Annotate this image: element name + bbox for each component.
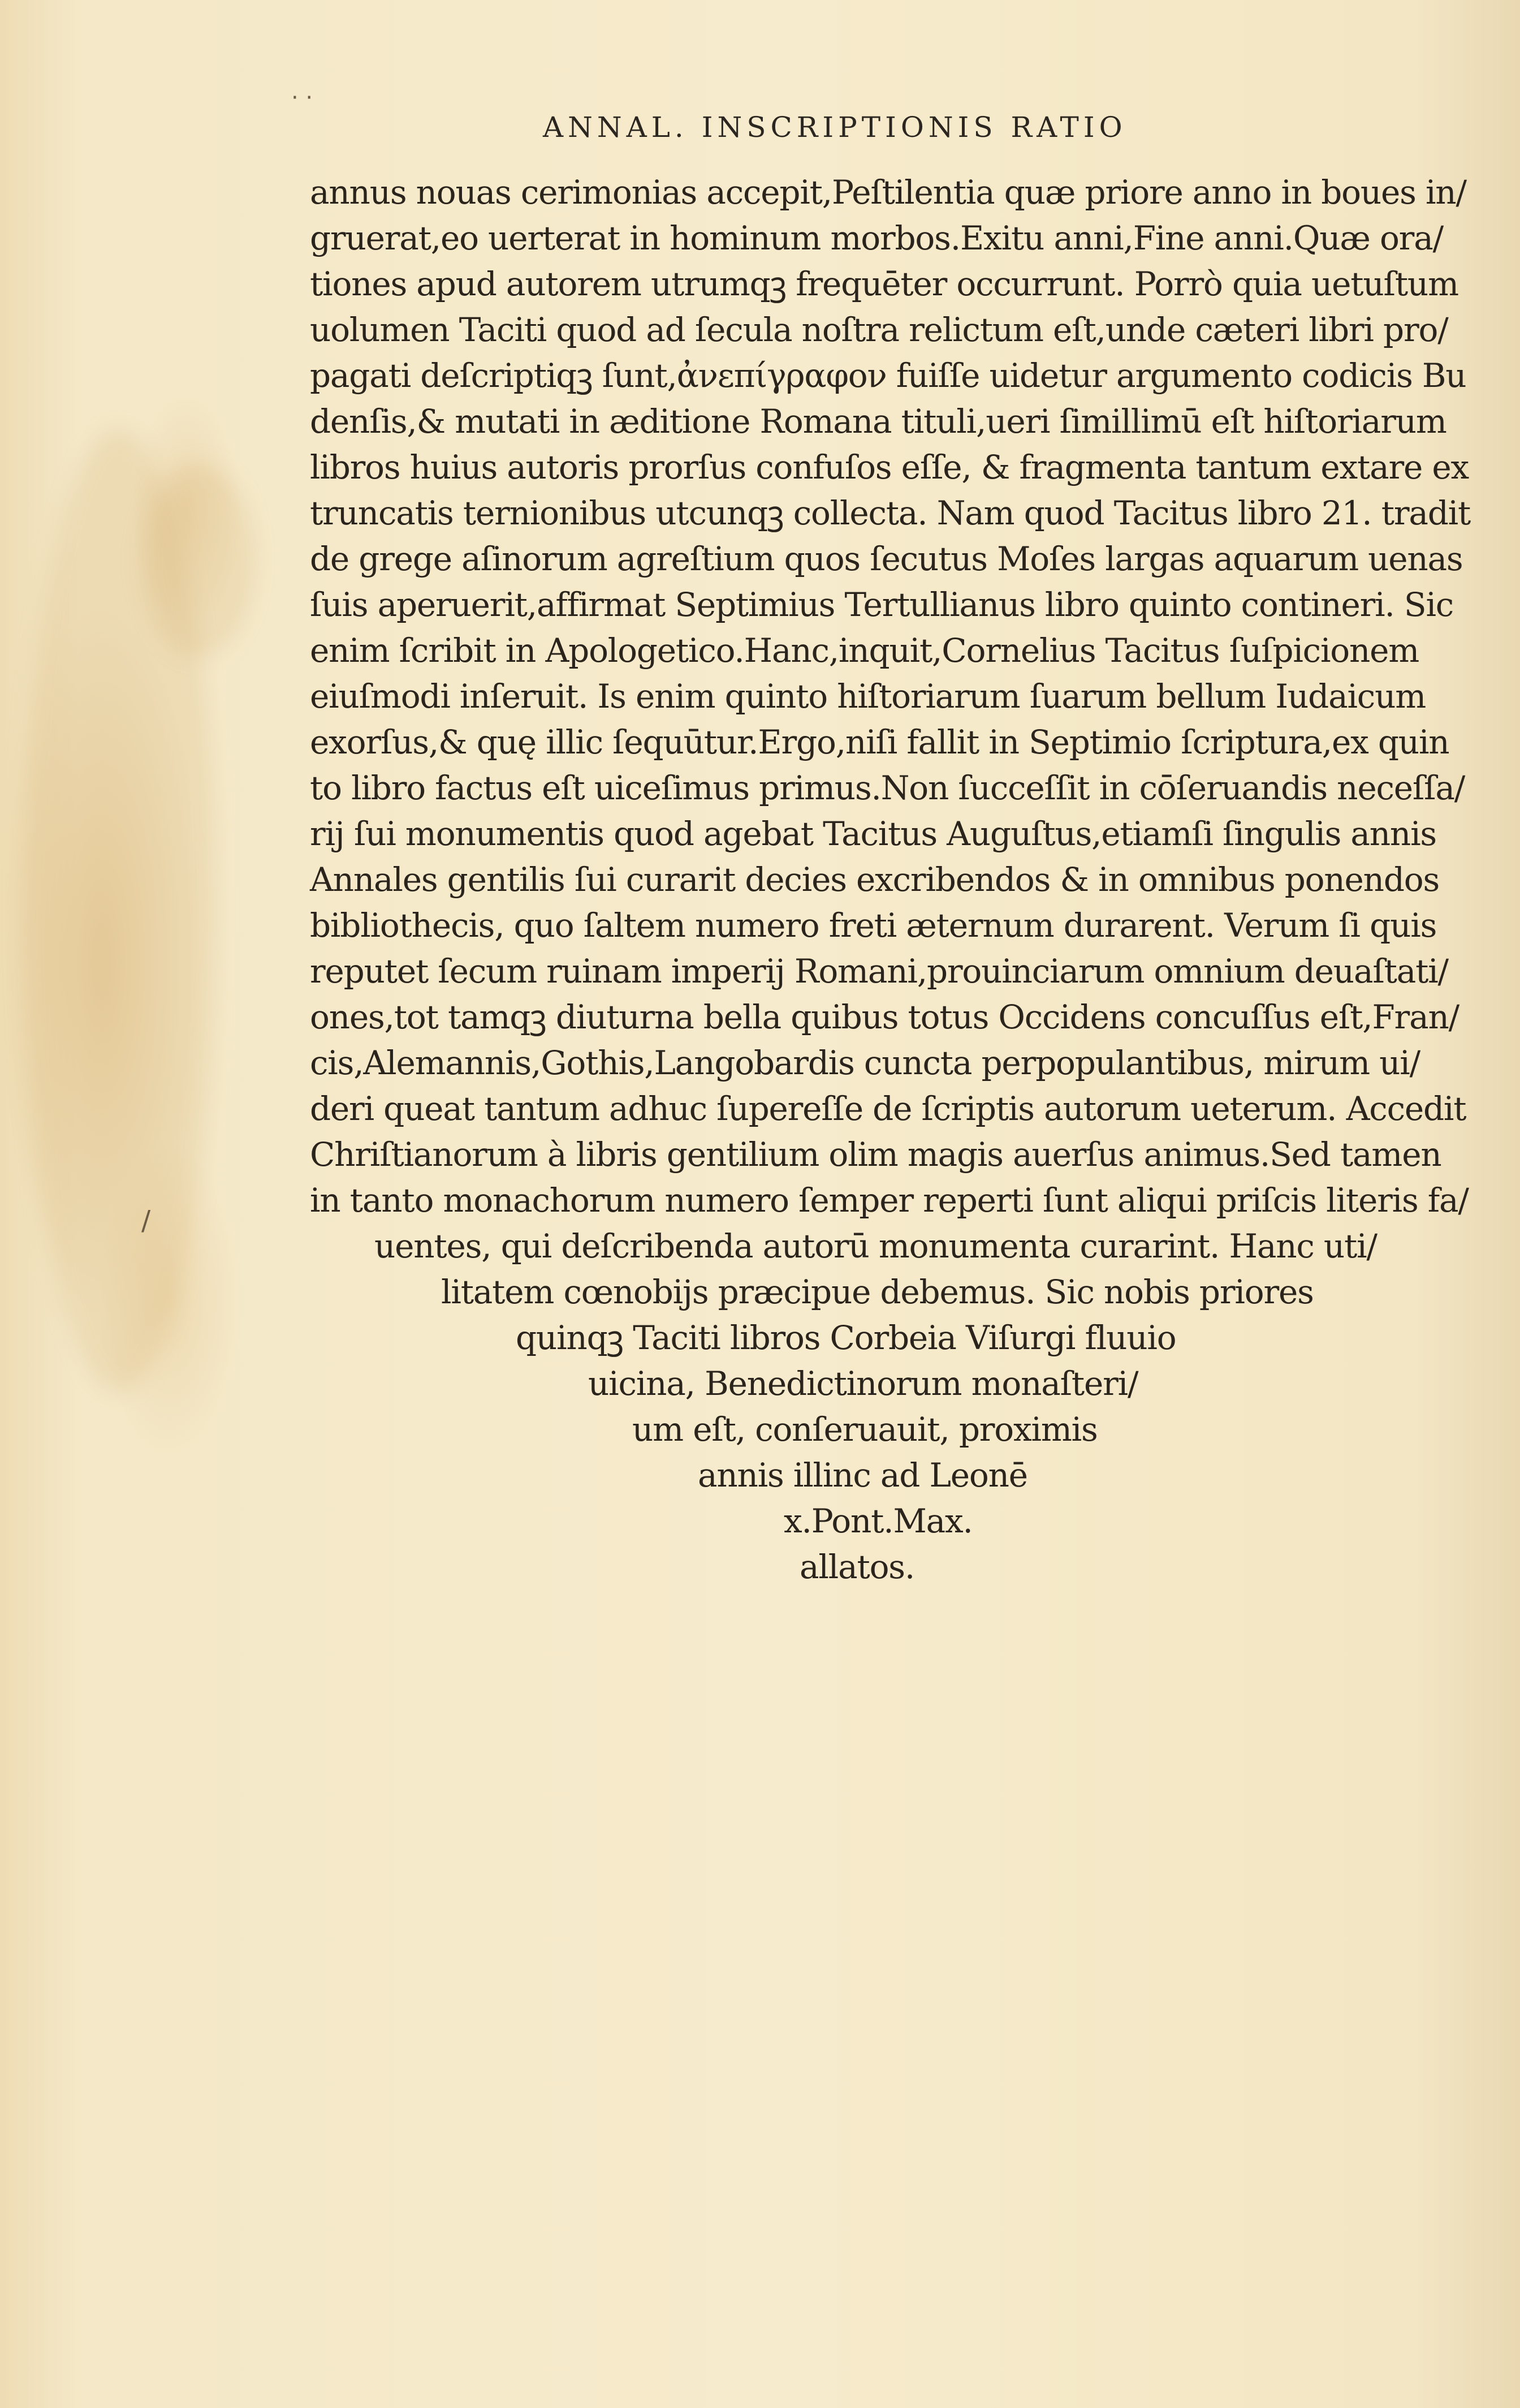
- text-line: enim ſcribit in Apologetico.Hanc,inquit,Cornelius Tacitus ſuſpicionem: [310, 631, 1419, 670]
- margin-dots: · ·: [291, 85, 313, 111]
- text-line: annis illinc ad Leonē: [698, 1456, 1027, 1494]
- margin-stroke: /: [141, 1205, 151, 1237]
- text-line: pagati deſcriptiqꝫ ſunt,ἀνεπίγραφον fuiſſe uidetur argumento codicis Bu: [310, 356, 1466, 395]
- text-line: denſis,& mutati in æditione Romana tituli,ueri ſimillimū eſt hiſtoriarum: [310, 402, 1446, 441]
- text-line: allatos.: [800, 1548, 915, 1586]
- running-head: ANNAL. INSCRIPTIONIS RATIO: [543, 111, 1127, 144]
- text-line: annus nouas cerimonias accepit,Peſtilentia quæ priore anno in boues in/: [310, 173, 1466, 212]
- text-line: litatem cœnobijs præcipue debemus. Sic nobis priores: [441, 1273, 1314, 1311]
- text-line: in tanto monachorum numero ſemper reperti ſunt aliqui priſcis literis fa/: [310, 1181, 1469, 1220]
- text-line: uolumen Taciti quod ad ſecula noſtra relictum eſt,unde cæteri libri pro/: [310, 311, 1448, 349]
- text-line: ones,tot tamqꝫ diuturna bella quibus totus Occidens concuſſus eſt,Fran/: [310, 998, 1459, 1036]
- text-line: rij ſui monumentis quod agebat Tacitus Auguſtus,etiamſi ſingulis annis: [310, 815, 1436, 853]
- text-line: truncatis ternionibus utcunqꝫ collecta. Nam quod Tacitus libro 21. tradit: [310, 494, 1471, 532]
- text-line: cis,Alemannis,Gothis,Langobardis cuncta perpopulantibus, mirum ui/: [310, 1044, 1420, 1082]
- text-line: Chriſtianorum à libris gentilium olim magis auerſus animus.Sed tamen: [310, 1135, 1441, 1174]
- text-line: de grege aſinorum agreſtium quos ſecutus Moſes largas aquarum uenas: [310, 540, 1463, 578]
- text-line: gruerat,eo uerterat in hominum morbos.Exitu anni,Fine anni.Quæ ora/: [310, 219, 1443, 257]
- text-line: uentes, qui deſcribenda autorū monumenta curarint. Hanc uti/: [374, 1227, 1377, 1265]
- water-stain: [141, 464, 254, 656]
- text-line: x.Pont.Max.: [784, 1502, 973, 1540]
- text-line: exorſus,& quę illic ſequūtur.Ergo,niſi fallit in Septimio ſcriptura,ex quin: [310, 723, 1449, 761]
- text-line: tiones apud autorem utrumqꝫ frequēter occurrunt. Porrò quia uetuſtum: [310, 265, 1458, 303]
- text-line: Annales gentilis ſui curarit decies excribendos & in omnibus ponendos: [310, 860, 1440, 899]
- text-line: to libro factus eſt uiceſimus primus.Non ſucceſſit in cōſeruandis neceſſa/: [310, 769, 1465, 807]
- text-line: uicina, Benedictinorum monaſteri/: [588, 1364, 1138, 1403]
- text-line: ſuis aperuerit,affirmat Septimius Tertullianus libro quinto contineri. Sic: [310, 585, 1454, 624]
- text-line: reputet ſecum ruinam imperij Romani,prouinciarum omnium deuaſtati/: [310, 952, 1448, 990]
- text-line: eiuſmodi inſeruit. Is enim quinto hiſtoriarum ſuarum bellum Iudaicum: [310, 677, 1426, 716]
- text-line: um eſt, conſeruauit, proximis: [632, 1410, 1098, 1449]
- text-line: libros huius autoris prorſus confuſos eſſe, & fragmenta tantum extare ex: [310, 448, 1469, 486]
- text-line: deri queat tantum adhuc ſupereſſe de ſcriptis autorum ueterum. Accedit: [310, 1089, 1466, 1128]
- text-line: quinqꝫ Taciti libros Corbeia Viſurgi fluuio: [516, 1319, 1176, 1357]
- text-line: bibliothecis, quo ſaltem numero freti æternum durarent. Verum ſi quis: [310, 906, 1437, 945]
